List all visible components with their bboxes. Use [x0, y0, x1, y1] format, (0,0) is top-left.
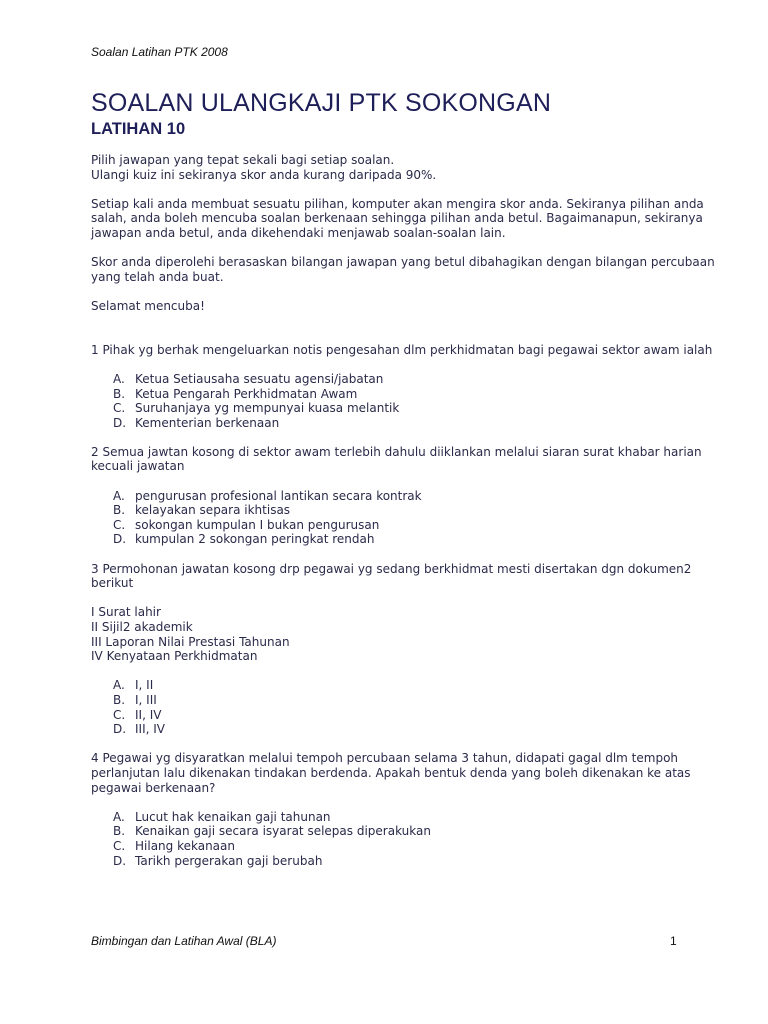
question-3-text: berikut [91, 576, 134, 591]
question-3-options [113, 678, 681, 736]
option-d: D. Kementerian berkenaan [113, 415, 280, 430]
option-b: B. Ketua Pengarah Perkhidmatan Awam [113, 386, 358, 401]
question-4-text: pegawai berkenaan? [91, 780, 216, 795]
intro-line: Ulangi kuiz ini sekiranya skor anda kurang daripada 90%. [91, 167, 437, 182]
question-1-options [113, 372, 681, 430]
question-4-text: perlanjutan lalu dikenakan tindakan berdenda. Apakah bentuk denda yang boleh dikenakan ke atas [91, 765, 691, 780]
option-c: C. Suruhanjaya yg mempunyai kuasa melantik [113, 401, 400, 416]
page-subtitle: LATIHAN 10 [91, 120, 186, 138]
question-4-options [113, 810, 681, 868]
option-d: D. Tarikh pergerakan gaji berubah [113, 853, 323, 868]
option-c: C. Hilang kekanaan [113, 838, 235, 853]
option-c: C. II, IV [113, 707, 162, 722]
question-2-text: kecuali jawatan [91, 459, 185, 474]
intro-line: salah, anda boleh mencuba soalan berkenaan sehingga pilihan anda betul. Bagaimanapun, sekiranya [91, 211, 703, 226]
question-2-text: 2 Semua jawtan kosong di sektor awam terlebih dahulu diiklankan melalui siaran surat khabar harian [91, 444, 702, 459]
intro-line: Setiap kali anda membuat sesuatu pilihan, komputer akan mengira skor anda. Sekiranya pilihan anda [91, 196, 704, 211]
question-3-text: 3 Permohonan jawatan kosong drp pegawai yg sedang berkhidmat mesti disertakan dgn dokumen2 [91, 561, 692, 576]
question-4-text: 4 Pegawai yg disyaratkan melalui tempoh percubaan selama 3 tahun, didapati gagal dlm tempoh [91, 751, 679, 766]
option-b: B. kelayakan separa ikhtisas [113, 503, 291, 518]
page-footer: Bimbingan dan Latihan Awal (BLA) [91, 934, 277, 948]
intro-line: Pilih jawapan yang tepat sekali bagi setiap soalan. [91, 153, 395, 167]
option-a: A. I, II [113, 678, 154, 693]
closing-line: Selamat mencuba! [91, 298, 205, 313]
intro-line: jawapan anda betul, anda dikehendaki menjawab soalan-soalan lain. [91, 225, 506, 240]
intro-line: yang telah anda buat. [91, 269, 224, 284]
option-a: A. Lucut hak kenaikan gaji tahunan [113, 809, 331, 824]
document-item: II Sijil2 akademik [91, 620, 193, 634]
question-1-text: 1 Pihak yg berhak mengeluarkan notis pengesahan dlm perkhidmatan bagi pegawai sektor awam ialah [91, 342, 713, 357]
page-number: 1 [670, 934, 677, 948]
option-b: B. Kenaikan gaji secara isyarat selepas diperakukan [113, 824, 431, 839]
document-item: I Surat lahir [91, 605, 161, 620]
option-c: C. sokongan kumpulan I bukan pengurusan [113, 517, 380, 532]
document-item: IV Kenyataan Perkhidmatan [91, 649, 258, 664]
intro-line: Skor anda diperolehi berasaskan bilangan jawapan yang betul dibahagikan dengan bilangan percubaan [91, 255, 715, 270]
document-item: III Laporan Nilai Prestasi Tahunan [91, 634, 290, 649]
page-header: Soalan Latihan PTK 2008 [91, 45, 228, 59]
document-body [91, 153, 715, 868]
option-b: B. I, III [113, 692, 157, 707]
option-a: A. Ketua Setiausaha sesuatu agensi/jabatan [113, 371, 384, 386]
question-2-options [113, 489, 681, 547]
option-a: A. pengurusan profesional lantikan secara kontrak [113, 488, 422, 503]
option-d: D. III, IV [113, 722, 165, 737]
page-title: SOALAN ULANGKAJI PTK SOKONGAN [91, 89, 552, 117]
option-d: D. kumpulan 2 sokongan peringkat rendah [113, 532, 375, 547]
